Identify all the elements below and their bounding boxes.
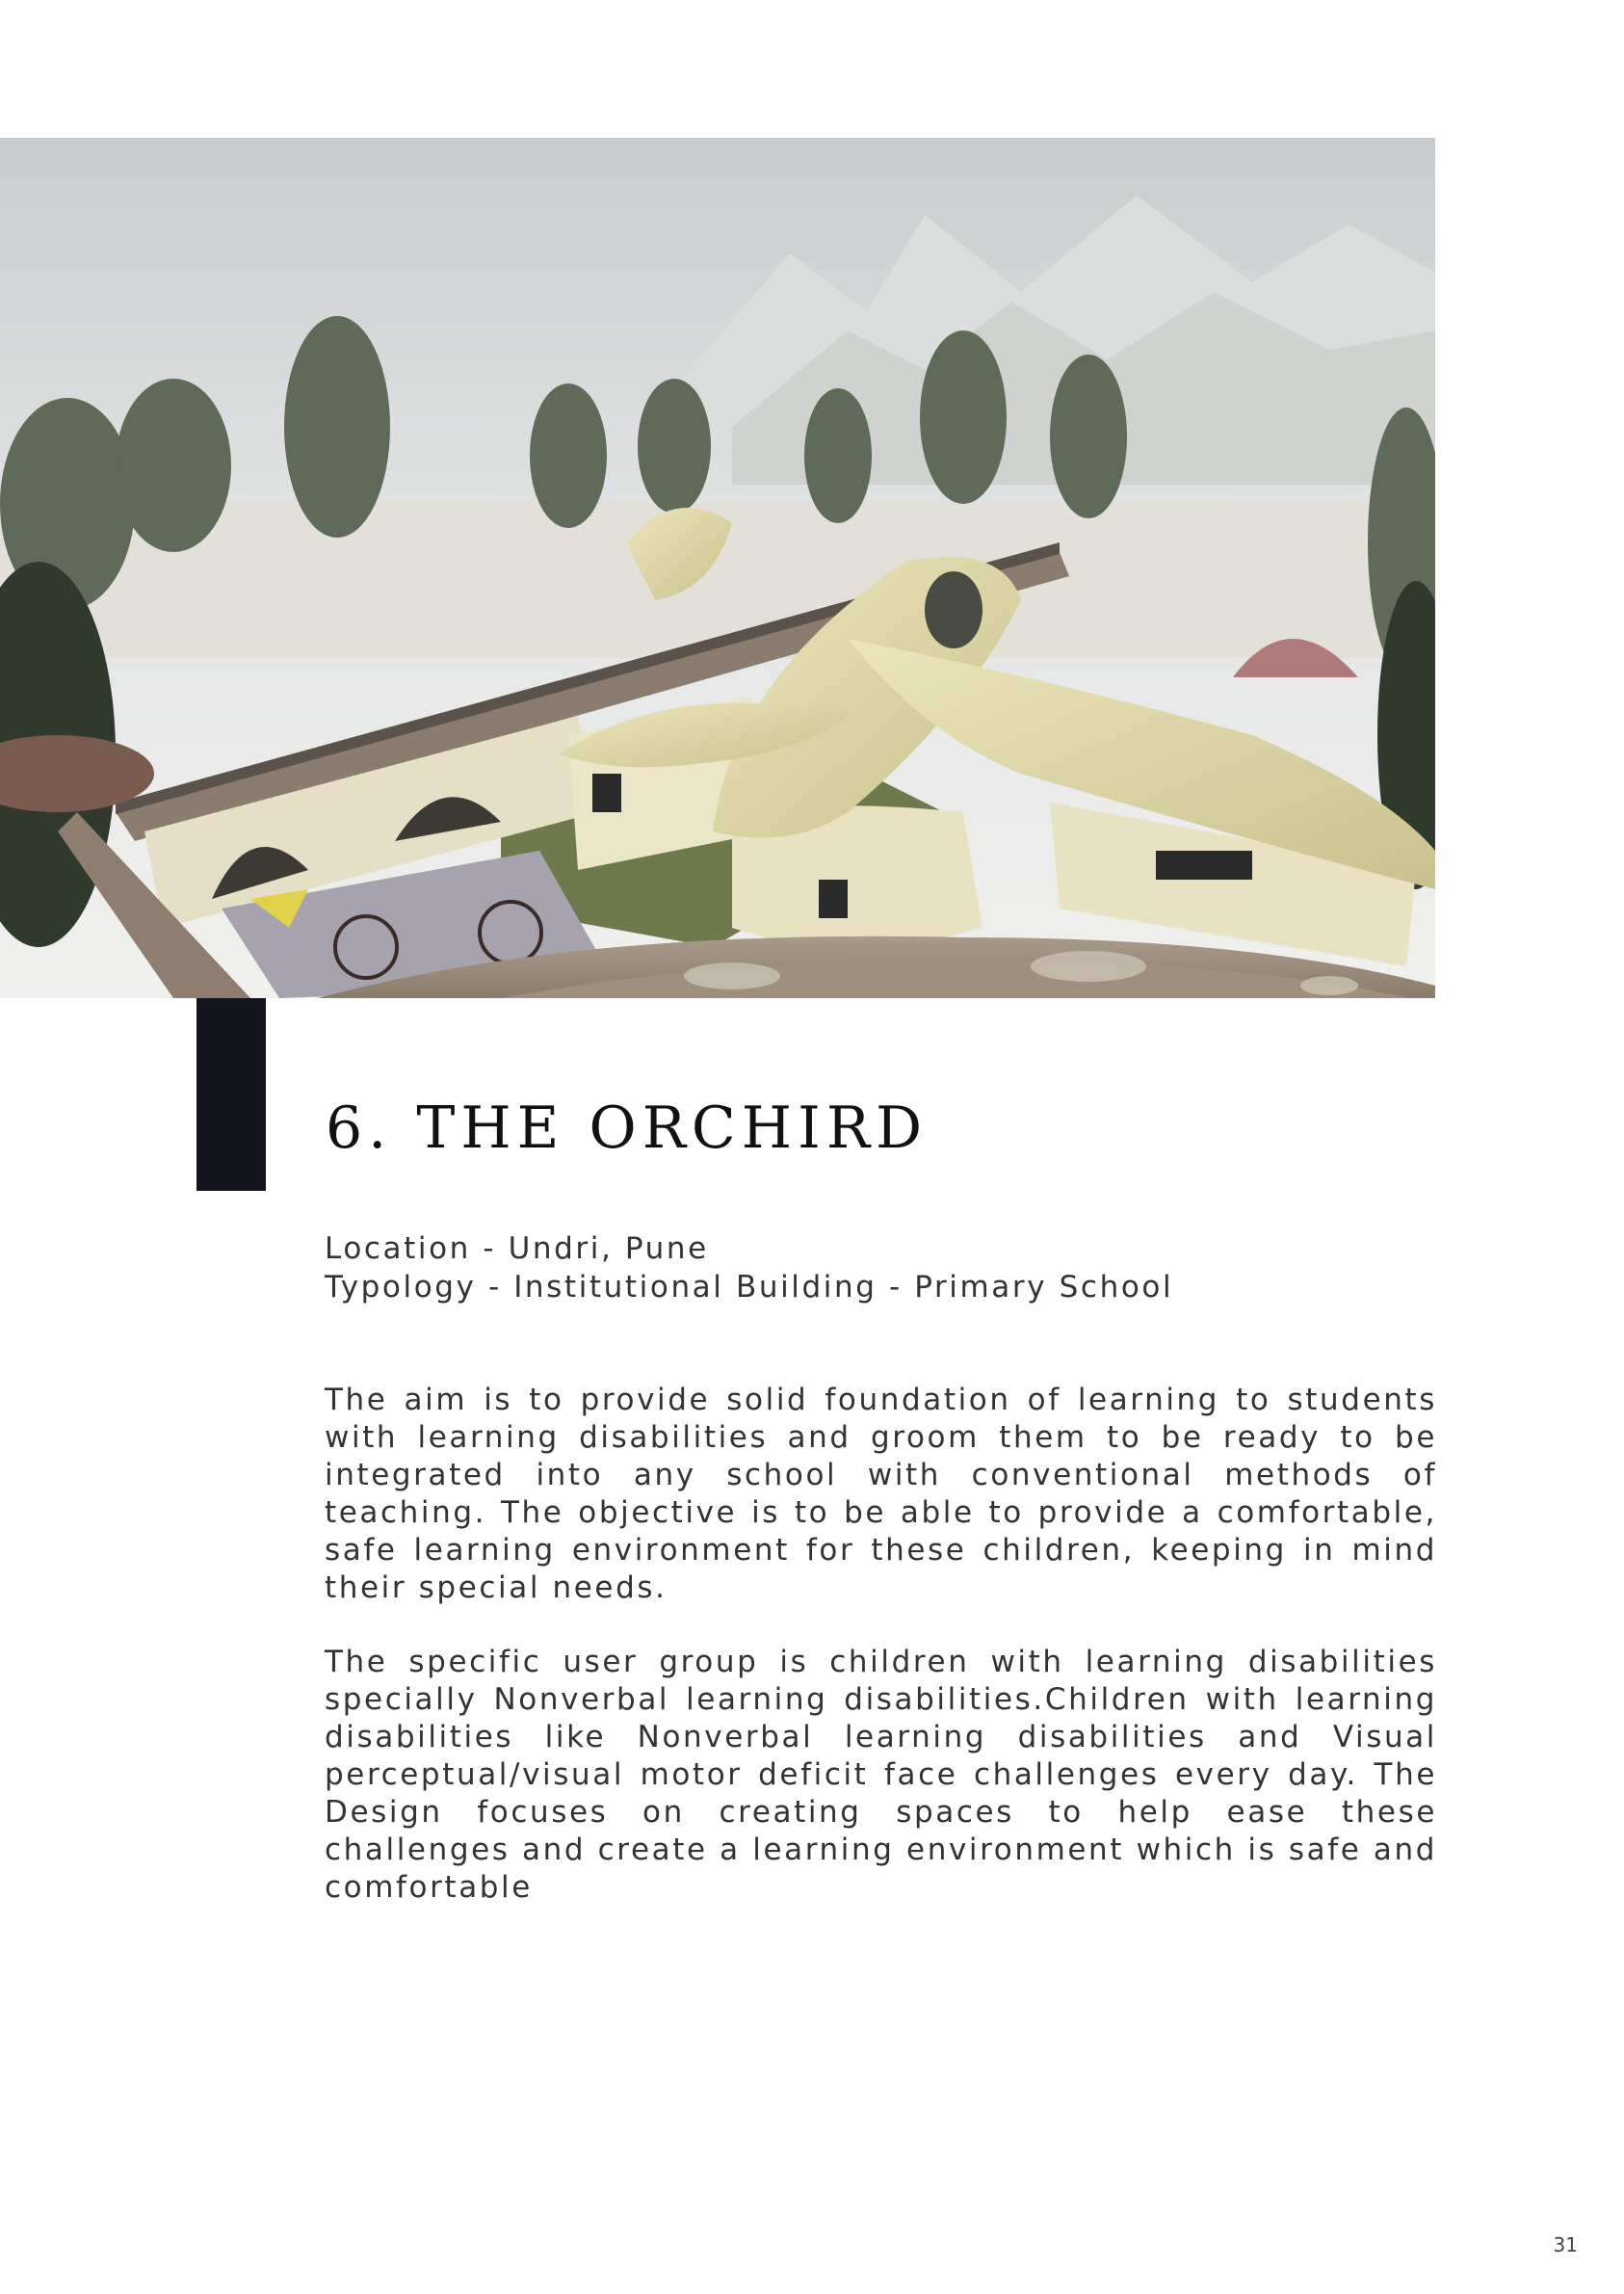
school-rendering-illustration xyxy=(0,138,1435,998)
accent-bar xyxy=(196,998,266,1191)
section-title: 6. THE ORCHIRD xyxy=(326,1094,929,1162)
typology-text: Typology - Institutional Building - Primary School xyxy=(325,1270,1174,1305)
project-meta xyxy=(325,1229,1442,1306)
hero-image xyxy=(0,138,1435,998)
location-text: Location - Undri, Pune xyxy=(325,1231,709,1266)
page-number: 31 xyxy=(1553,2233,1578,2256)
aim-paragraph: The aim is to provide solid foundation of learning to students with learning disabilities and groom them to be ready to be integrated into any school with conventional methods of teaching. The objective is to be able to provide a comfortable, safe learning environment for these children, keeping in mind their special needs. xyxy=(325,1383,1437,1605)
user-group-paragraph: The specific user group is children with learning disabilities specially Nonverbal learning disabilities.Children with learning disabilities like Nonverbal learning disabilities and Visual perceptual/visual motor deficit face challenges every day. The Design focuses on creating spaces to help ease these challenges and create a learning environment which is safe and comfortable xyxy=(325,1645,1437,1905)
